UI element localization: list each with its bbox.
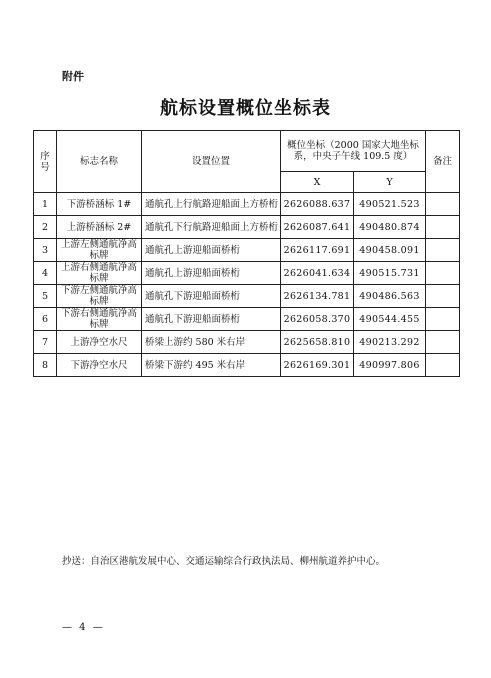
cell-x: 2626058.370 (281, 308, 354, 331)
cell-seq: 4 (34, 262, 57, 285)
cell-y: 490544.455 (354, 308, 426, 331)
cell-name: 上游左侧通航净高标牌 (57, 239, 142, 262)
cell-remark (426, 262, 460, 285)
document-title: 航标设置概位坐标表 (160, 98, 331, 119)
table-row (34, 262, 460, 285)
cell-x: 2626087.641 (281, 216, 354, 239)
cell-x: 2626041.634 (281, 262, 354, 285)
cell-y: 490997.806 (354, 354, 426, 377)
header-row (34, 131, 460, 172)
cell-remark (426, 308, 460, 331)
cell-seq: 2 (34, 216, 57, 239)
table-row (34, 216, 460, 239)
header-y: Y (354, 172, 426, 193)
table-row (34, 308, 460, 331)
table-row (34, 331, 460, 354)
table-row (34, 354, 460, 377)
header-x: X (281, 172, 354, 193)
cell-x: 2626117.691 (281, 239, 354, 262)
cell-name: 下游右侧通航净高标牌 (57, 308, 142, 331)
cell-y: 490213.292 (354, 331, 426, 354)
header-seq: 序号 (34, 131, 57, 193)
cell-location: 通航孔上行航路迎船面上方桥桁 (142, 193, 281, 216)
cell-name: 上游净空水尺 (57, 331, 142, 354)
coordinate-table (33, 130, 460, 377)
cell-y: 490486.563 (354, 285, 426, 308)
cell-name: 上游右侧通航净高标牌 (57, 262, 142, 285)
cell-y: 490458.091 (354, 239, 426, 262)
cell-location: 通航孔上游迎船面桥桁 (142, 239, 281, 262)
cell-seq: 7 (34, 331, 57, 354)
cell-x: 2626134.781 (281, 285, 354, 308)
cell-name: 上游桥涵标 2# (57, 216, 142, 239)
page-number: — 4 — (62, 622, 105, 633)
cell-seq: 5 (34, 285, 57, 308)
cell-remark (426, 216, 460, 239)
cell-seq: 3 (34, 239, 57, 262)
cell-y: 490521.523 (354, 193, 426, 216)
cell-remark (426, 285, 460, 308)
cell-y: 490480.874 (354, 216, 426, 239)
cell-x: 2626088.637 (281, 193, 354, 216)
header-name: 标志名称 (57, 131, 142, 193)
cell-location: 通航孔上游迎船面桥桁 (142, 262, 281, 285)
cell-location: 桥梁上游约 580 米右岸 (142, 331, 281, 354)
cell-location: 通航孔下游迎船面桥桁 (142, 285, 281, 308)
table-row (34, 193, 460, 216)
cell-x: 2625658.810 (281, 331, 354, 354)
cell-name: 下游左侧通航净高标牌 (57, 285, 142, 308)
cell-name: 下游净空水尺 (57, 354, 142, 377)
cell-remark (426, 354, 460, 377)
cell-location: 通航孔下游迎船面桥桁 (142, 308, 281, 331)
header-remark: 备注 (426, 131, 460, 193)
cc-line: 抄送：自治区港航发展中心、交通运输综合行政执法局、柳州航道养护中心。 (62, 556, 386, 567)
cell-remark (426, 239, 460, 262)
cell-remark (426, 331, 460, 354)
cell-x: 2626169.301 (281, 354, 354, 377)
cell-remark (426, 193, 460, 216)
cell-seq: 8 (34, 354, 57, 377)
cell-seq: 6 (34, 308, 57, 331)
cell-location: 桥梁下游约 495 米右岸 (142, 354, 281, 377)
cell-seq: 1 (34, 193, 57, 216)
cell-location: 通航孔下行航路迎船面上方桥桁 (142, 216, 281, 239)
attachment-label: 附件 (62, 70, 84, 83)
header-location: 设置位置 (142, 131, 281, 193)
table-row (34, 285, 460, 308)
table-row (34, 239, 460, 262)
header-coordinates: 概位坐标（2000 国家大地坐标系，中央子午线 109.5 度） (281, 131, 426, 172)
cell-y: 490515.731 (354, 262, 426, 285)
cell-name: 下游桥涵标 1# (57, 193, 142, 216)
